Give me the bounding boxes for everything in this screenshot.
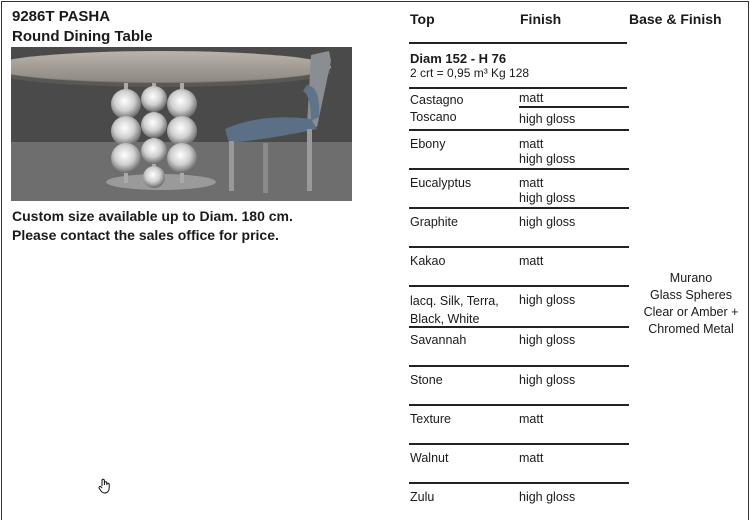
row-divider — [409, 207, 629, 209]
finish-value: high gloss — [519, 215, 576, 229]
finish-value: high gloss — [519, 490, 576, 504]
model-divider — [409, 87, 627, 89]
row-divider — [409, 404, 629, 406]
table-illustration — [11, 47, 352, 201]
top-material: Ebony — [410, 137, 446, 151]
row-divider — [409, 246, 629, 248]
top-material: Walnut — [410, 451, 449, 465]
top-material: Eucalyptus — [410, 176, 472, 190]
top-material: Kakao — [410, 254, 446, 268]
finish-value: matt — [519, 91, 544, 105]
base-finish-description: Murano Glass Spheres Clear or Amber + Chromed Metal — [643, 271, 739, 336]
row-divider — [409, 168, 629, 170]
header-divider — [409, 42, 627, 44]
product-code: 9286T PASHA — [12, 8, 111, 25]
finish-value: high gloss — [519, 333, 576, 347]
top-material: Savannah — [410, 333, 467, 347]
finish-value: high gloss — [519, 373, 576, 387]
product-photo — [11, 47, 352, 201]
top-material: Zulu — [410, 490, 435, 504]
row-divider — [409, 482, 629, 484]
custom-size-note: Custom size available up to Diam. 180 cm. — [12, 208, 293, 224]
finish-value: matt — [519, 412, 544, 426]
model-dimensions: Diam 152 - H 76 — [410, 51, 507, 66]
top-material: Texture — [410, 412, 451, 426]
model-packing: 2 crt = 0,95 m³ Kg 128 — [410, 66, 530, 80]
product-type: Round Dining Table — [12, 28, 153, 45]
finish-value: matt — [519, 451, 544, 465]
row-divider — [519, 106, 629, 108]
finish-value: matt high gloss — [519, 137, 576, 166]
row-divider — [409, 365, 629, 367]
finish-value: high gloss — [519, 293, 576, 307]
contact-note: Please contact the sales office for price. — [12, 227, 279, 243]
glass-sphere-column-right — [167, 83, 197, 183]
finish-value: high gloss — [519, 112, 576, 126]
top-material: Stone — [410, 373, 443, 387]
hand-pointer-icon — [98, 478, 112, 494]
glass-sphere-column-left — [111, 83, 141, 183]
header-top: Top — [410, 11, 435, 27]
top-material: Graphite — [410, 215, 458, 229]
top-material: lacq. Silk, Terra, Black, White — [410, 294, 499, 326]
row-divider — [409, 326, 629, 328]
top-material: Toscano — [410, 110, 457, 124]
header-finish: Finish — [520, 11, 562, 27]
top-material: Castagno — [410, 93, 464, 107]
row-divider — [409, 129, 629, 131]
row-divider — [409, 285, 629, 287]
finish-value: matt high gloss — [519, 176, 576, 205]
row-divider — [409, 443, 629, 445]
header-base-finish: Base & Finish — [629, 11, 722, 27]
finish-value: matt — [519, 254, 544, 268]
table-row — [409, 91, 629, 131]
